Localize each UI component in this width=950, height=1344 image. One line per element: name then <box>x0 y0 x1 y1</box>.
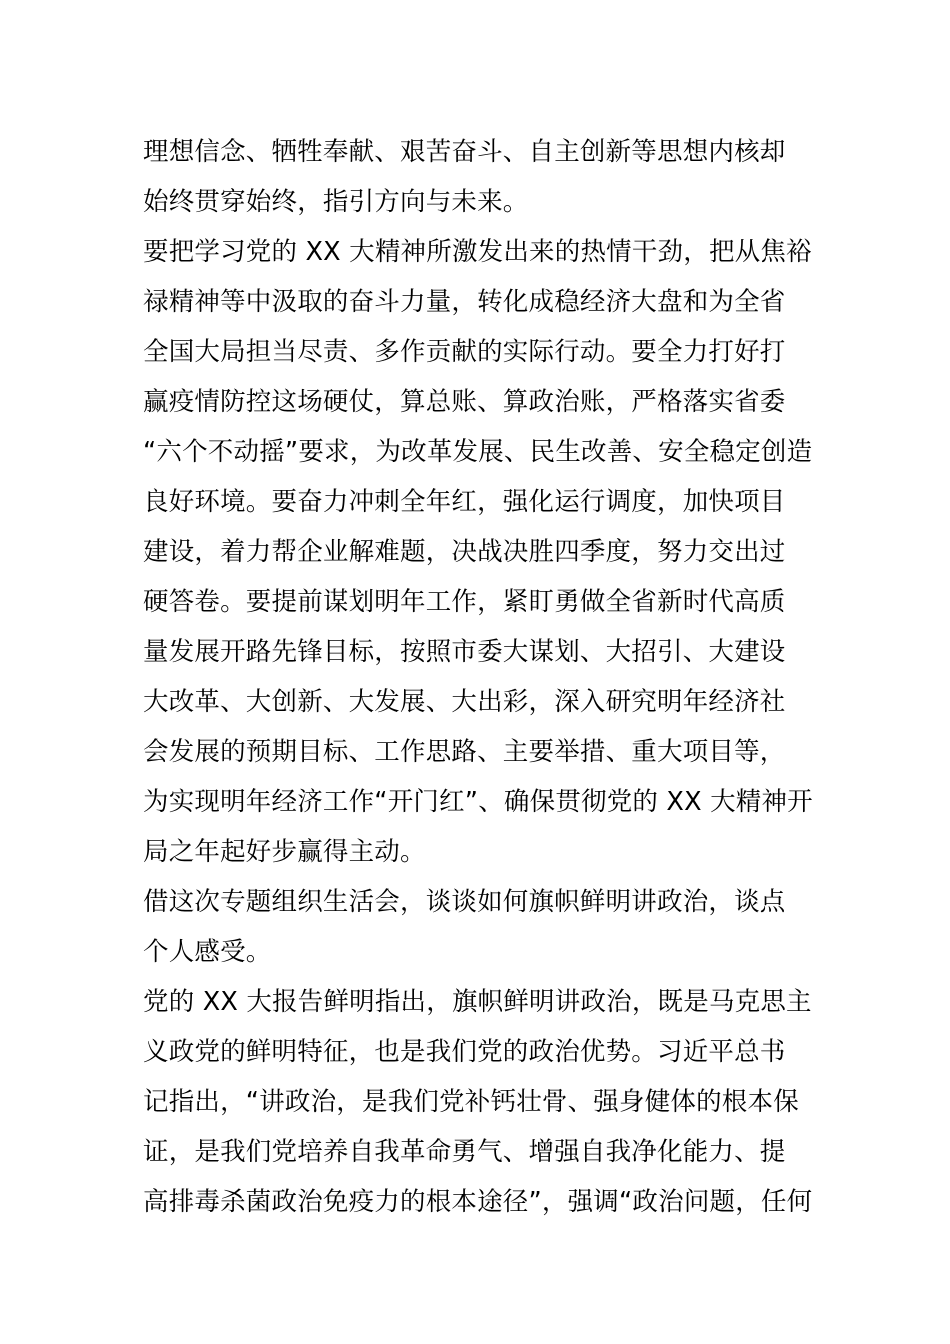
text-line: 为实现明年经济工作“开门红”、确保贯彻党的 XX 大精神开 <box>143 787 813 817</box>
text-line: “六个不动摇”要求，为改革发展、民生改善、安全稳定创造 <box>143 437 813 467</box>
text-line: 义政党的鲜明特征，也是我们党的政治优势。习近平总书 <box>143 1037 786 1067</box>
text-line: 借这次专题组织生活会，谈谈如何旗帜鲜明讲政治，谈点 <box>143 887 786 917</box>
text-line: 高排毒杀菌政治免疫力的根本途径”，强调“政治问题，任何 <box>143 1187 813 1217</box>
text-line: 要把学习党的 XX 大精神所激发出来的热情干劲，把从焦裕 <box>143 237 812 267</box>
text-line: 大改革、大创新、大发展、大出彩，深入研究明年经济社 <box>143 687 786 717</box>
text-line: 全国大局担当尽责、多作贡献的实际行动。要全力打好打 <box>143 337 786 367</box>
text-line: 良好环境。要奋力冲刺全年红，强化运行调度，加快项目 <box>143 487 786 517</box>
text-line: 量发展开路先锋目标，按照市委大谋划、大招引、大建设 <box>143 637 786 667</box>
text-line: 记指出，“讲政治，是我们党补钙壮骨、强身健体的根本保 <box>143 1087 799 1117</box>
text-line: 证，是我们党培养自我革命勇气、增强自我净化能力、提 <box>143 1137 786 1167</box>
text-line: 理想信念、牺牲奉献、艰苦奋斗、自主创新等思想内核却 <box>143 137 786 167</box>
text-line: 硬答卷。要提前谋划明年工作，紧盯勇做全省新时代高质 <box>143 587 786 617</box>
text-line: 会发展的预期目标、工作思路、主要举措、重大项目等， <box>143 737 786 767</box>
document-body <box>143 127 813 1227</box>
text-line: 建设，着力帮企业解难题，决战决胜四季度，努力交出过 <box>143 537 786 567</box>
text-line: 局之年起好步赢得主动。 <box>143 837 426 867</box>
text-line: 禄精神等中汲取的奋斗力量，转化成稳经济大盘和为全省 <box>143 287 786 317</box>
text-line: 始终贯穿始终，指引方向与未来。 <box>143 187 529 217</box>
text-line: 党的 XX 大报告鲜明指出，旗帜鲜明讲政治，既是马克思主 <box>143 987 812 1017</box>
text-line: 个人感受。 <box>143 937 272 967</box>
text-line: 赢疫情防控这场硬仗，算总账、算政治账，严格落实省委 <box>143 387 786 417</box>
